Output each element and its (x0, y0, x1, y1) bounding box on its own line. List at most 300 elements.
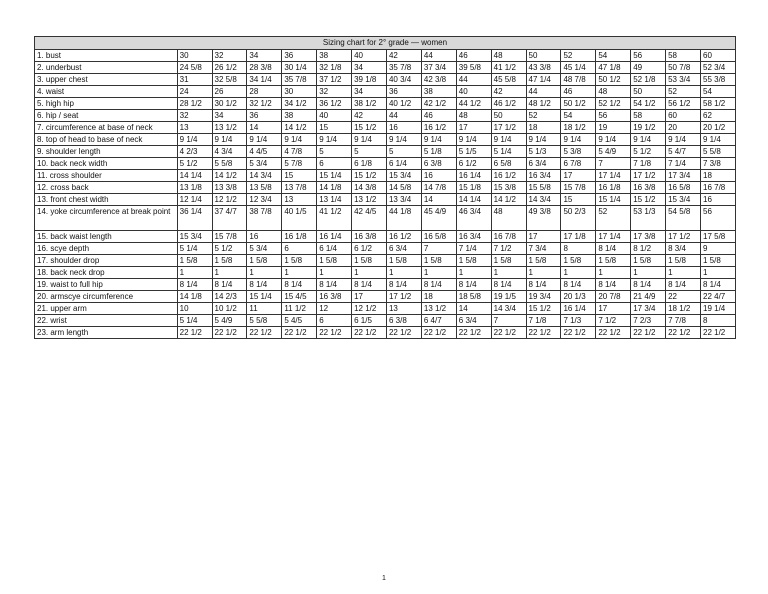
size-46-cell: 7 1/4 (456, 243, 491, 255)
size-46-cell: 22 1/2 (456, 327, 491, 339)
size-40-cell: 38 1/2 (352, 98, 387, 110)
size-36-cell: 15 (282, 170, 317, 182)
size-38-cell: 6 (317, 315, 352, 327)
measurement-label: 8. top of head to base of neck (35, 134, 178, 146)
size-40-cell: 6 1/5 (352, 315, 387, 327)
size-36-cell: 38 (282, 110, 317, 122)
size-60-cell: 8 (701, 315, 736, 327)
size-44-cell: 16 5/8 (421, 231, 456, 243)
size-36-cell: 30 1/4 (282, 62, 317, 74)
size-52-cell: 54 (561, 110, 596, 122)
size-42-cell: 42 (386, 50, 421, 62)
size-40-cell: 17 (352, 291, 387, 303)
size-56-cell: 58 (631, 110, 666, 122)
size-40-cell: 39 1/8 (352, 74, 387, 86)
size-30-cell: 15 3/4 (177, 231, 212, 243)
measurement-label: 15. back waist length (35, 231, 178, 243)
size-38-cell: 9 1/4 (317, 134, 352, 146)
size-44-cell: 16 1/2 (421, 122, 456, 134)
size-56-cell: 56 (631, 50, 666, 62)
size-44-cell: 8 1/4 (421, 279, 456, 291)
size-48-cell: 8 1/4 (491, 279, 526, 291)
size-44-cell: 22 1/2 (421, 327, 456, 339)
size-54-cell: 22 1/2 (596, 327, 631, 339)
size-32-cell: 8 1/4 (212, 279, 247, 291)
size-40-cell: 22 1/2 (352, 327, 387, 339)
size-36-cell: 9 1/4 (282, 134, 317, 146)
size-44-cell: 44 (421, 50, 456, 62)
size-60-cell: 20 1/2 (701, 122, 736, 134)
size-36-cell: 5 7/8 (282, 158, 317, 170)
size-54-cell: 17 1/4 (596, 231, 631, 243)
size-32-cell: 22 1/2 (212, 327, 247, 339)
measurement-label: 6. hip / seat (35, 110, 178, 122)
size-52-cell: 50 2/3 (561, 206, 596, 231)
size-42-cell: 35 7/8 (386, 62, 421, 74)
size-52-cell: 15 7/8 (561, 182, 596, 194)
size-56-cell: 17 3/4 (631, 303, 666, 315)
size-54-cell: 5 4/9 (596, 146, 631, 158)
size-32-cell: 30 1/2 (212, 98, 247, 110)
size-52-cell: 5 3/8 (561, 146, 596, 158)
size-38-cell: 37 1/2 (317, 74, 352, 86)
size-38-cell: 38 (317, 50, 352, 62)
size-48-cell: 42 (491, 86, 526, 98)
size-60-cell: 5 5/8 (701, 146, 736, 158)
measurement-label: 18. back neck drop (35, 267, 178, 279)
size-56-cell: 17 3/8 (631, 231, 666, 243)
size-38-cell: 1 5/8 (317, 255, 352, 267)
size-38-cell: 12 (317, 303, 352, 315)
size-56-cell: 7 2/3 (631, 315, 666, 327)
size-60-cell: 9 (701, 243, 736, 255)
size-30-cell: 22 1/2 (177, 327, 212, 339)
size-46-cell: 5 1/5 (456, 146, 491, 158)
size-50-cell: 16 3/4 (526, 170, 561, 182)
size-52-cell: 48 7/8 (561, 74, 596, 86)
table-row (35, 50, 736, 62)
size-60-cell: 9 1/4 (701, 134, 736, 146)
measurement-label: 19. waist to full hip (35, 279, 178, 291)
size-30-cell: 10 (177, 303, 212, 315)
measurement-label: 20. armscye circumference (35, 291, 178, 303)
size-50-cell: 1 (526, 267, 561, 279)
size-34-cell: 13 5/8 (247, 182, 282, 194)
size-48-cell: 15 3/8 (491, 182, 526, 194)
table-row (35, 315, 736, 327)
size-52-cell: 8 1/4 (561, 279, 596, 291)
size-48-cell: 6 5/8 (491, 158, 526, 170)
sizing-chart-table (34, 36, 736, 339)
size-34-cell: 5 5/8 (247, 315, 282, 327)
size-50-cell: 22 1/2 (526, 327, 561, 339)
size-36-cell: 13 (282, 194, 317, 206)
size-34-cell: 32 1/2 (247, 98, 282, 110)
size-60-cell: 62 (701, 110, 736, 122)
size-34-cell: 5 3/4 (247, 243, 282, 255)
size-30-cell: 32 (177, 110, 212, 122)
size-42-cell: 40 3/4 (386, 74, 421, 86)
size-54-cell: 52 1/2 (596, 98, 631, 110)
size-32-cell: 15 7/8 (212, 231, 247, 243)
size-36-cell: 13 7/8 (282, 182, 317, 194)
size-40-cell: 14 3/8 (352, 182, 387, 194)
size-54-cell: 15 1/4 (596, 194, 631, 206)
size-52-cell: 16 1/4 (561, 303, 596, 315)
size-42-cell: 5 (386, 146, 421, 158)
size-40-cell: 40 (352, 50, 387, 62)
size-56-cell: 54 1/2 (631, 98, 666, 110)
size-40-cell: 42 (352, 110, 387, 122)
size-48-cell: 16 1/2 (491, 170, 526, 182)
size-44-cell: 38 (421, 86, 456, 98)
size-44-cell: 45 4/9 (421, 206, 456, 231)
size-34-cell: 22 1/2 (247, 327, 282, 339)
size-44-cell: 14 7/8 (421, 182, 456, 194)
size-54-cell: 7 (596, 158, 631, 170)
size-46-cell: 39 5/8 (456, 62, 491, 74)
size-56-cell: 53 1/3 (631, 206, 666, 231)
size-42-cell: 16 (386, 122, 421, 134)
size-30-cell: 9 1/4 (177, 134, 212, 146)
size-38-cell: 8 1/4 (317, 279, 352, 291)
table-row (35, 206, 736, 231)
size-44-cell: 37 3/4 (421, 62, 456, 74)
measurement-label: 12. cross back (35, 182, 178, 194)
size-60-cell: 54 (701, 86, 736, 98)
size-48-cell: 45 5/8 (491, 74, 526, 86)
size-50-cell: 52 (526, 110, 561, 122)
size-46-cell: 14 1/4 (456, 194, 491, 206)
size-36-cell: 1 (282, 267, 317, 279)
size-30-cell: 30 (177, 50, 212, 62)
size-34-cell: 34 (247, 50, 282, 62)
size-60-cell: 22 4/7 (701, 291, 736, 303)
size-30-cell: 12 1/4 (177, 194, 212, 206)
size-52-cell: 9 1/4 (561, 134, 596, 146)
size-52-cell: 17 1/8 (561, 231, 596, 243)
size-40-cell: 16 3/8 (352, 231, 387, 243)
size-40-cell: 1 (352, 267, 387, 279)
size-46-cell: 17 (456, 122, 491, 134)
size-54-cell: 19 (596, 122, 631, 134)
size-34-cell: 38 7/8 (247, 206, 282, 231)
size-30-cell: 13 1/8 (177, 182, 212, 194)
size-56-cell: 52 1/8 (631, 74, 666, 86)
size-50-cell: 8 1/4 (526, 279, 561, 291)
size-34-cell: 34 1/4 (247, 74, 282, 86)
size-50-cell: 49 3/8 (526, 206, 561, 231)
size-32-cell: 13 3/8 (212, 182, 247, 194)
size-30-cell: 36 1/4 (177, 206, 212, 231)
table-row (35, 122, 736, 134)
measurement-label: 14. yoke circumference at break point (35, 206, 178, 231)
size-50-cell: 7 3/4 (526, 243, 561, 255)
size-60-cell: 60 (701, 50, 736, 62)
size-32-cell: 5 5/8 (212, 158, 247, 170)
size-50-cell: 18 (526, 122, 561, 134)
size-48-cell: 14 1/2 (491, 194, 526, 206)
size-56-cell: 22 1/2 (631, 327, 666, 339)
size-44-cell: 9 1/4 (421, 134, 456, 146)
size-32-cell: 10 1/2 (212, 303, 247, 315)
table-row (35, 170, 736, 182)
size-50-cell: 14 3/4 (526, 194, 561, 206)
size-42-cell: 13 (386, 303, 421, 315)
size-42-cell: 1 (386, 267, 421, 279)
size-50-cell: 9 1/4 (526, 134, 561, 146)
size-54-cell: 1 (596, 267, 631, 279)
size-54-cell: 8 1/4 (596, 279, 631, 291)
size-56-cell: 8 1/2 (631, 243, 666, 255)
table-row (35, 255, 736, 267)
size-32-cell: 9 1/4 (212, 134, 247, 146)
size-34-cell: 5 3/4 (247, 158, 282, 170)
size-48-cell: 9 1/4 (491, 134, 526, 146)
size-56-cell: 1 5/8 (631, 255, 666, 267)
size-42-cell: 44 1/8 (386, 206, 421, 231)
size-48-cell: 41 1/2 (491, 62, 526, 74)
size-48-cell: 1 (491, 267, 526, 279)
size-50-cell: 7 1/8 (526, 315, 561, 327)
size-58-cell: 7 7/8 (666, 315, 701, 327)
size-30-cell: 5 1/2 (177, 158, 212, 170)
size-38-cell: 32 1/8 (317, 62, 352, 74)
size-34-cell: 1 5/8 (247, 255, 282, 267)
size-50-cell: 17 (526, 231, 561, 243)
size-58-cell: 52 (666, 86, 701, 98)
size-46-cell: 16 3/4 (456, 231, 491, 243)
size-58-cell: 60 (666, 110, 701, 122)
size-58-cell: 20 (666, 122, 701, 134)
size-52-cell: 7 1/3 (561, 315, 596, 327)
size-52-cell: 46 (561, 86, 596, 98)
size-44-cell: 46 (421, 110, 456, 122)
size-46-cell: 1 5/8 (456, 255, 491, 267)
size-60-cell: 7 3/8 (701, 158, 736, 170)
size-46-cell: 1 (456, 267, 491, 279)
size-54-cell: 16 1/8 (596, 182, 631, 194)
size-34-cell: 14 3/4 (247, 170, 282, 182)
size-32-cell: 14 1/2 (212, 170, 247, 182)
size-54-cell: 20 7/8 (596, 291, 631, 303)
size-46-cell: 46 (456, 50, 491, 62)
table-title-row (35, 37, 736, 50)
size-42-cell: 1 5/8 (386, 255, 421, 267)
size-40-cell: 34 (352, 86, 387, 98)
size-40-cell: 15 1/2 (352, 170, 387, 182)
size-30-cell: 14 1/4 (177, 170, 212, 182)
size-30-cell: 1 (177, 267, 212, 279)
size-34-cell: 16 (247, 231, 282, 243)
size-48-cell: 14 3/4 (491, 303, 526, 315)
size-46-cell: 15 1/8 (456, 182, 491, 194)
size-56-cell: 21 4/9 (631, 291, 666, 303)
size-30-cell: 5 1/4 (177, 315, 212, 327)
size-34-cell: 12 3/4 (247, 194, 282, 206)
size-44-cell: 6 3/8 (421, 158, 456, 170)
size-60-cell: 1 5/8 (701, 255, 736, 267)
size-40-cell: 15 1/2 (352, 122, 387, 134)
measurement-label: 4. waist (35, 86, 178, 98)
size-60-cell: 16 (701, 194, 736, 206)
size-48-cell: 46 1/2 (491, 98, 526, 110)
size-54-cell: 56 (596, 110, 631, 122)
size-32-cell: 4 3/4 (212, 146, 247, 158)
size-34-cell: 1 (247, 267, 282, 279)
size-42-cell: 17 1/2 (386, 291, 421, 303)
size-30-cell: 31 (177, 74, 212, 86)
size-42-cell: 40 1/2 (386, 98, 421, 110)
size-54-cell: 48 (596, 86, 631, 98)
size-40-cell: 34 (352, 62, 387, 74)
size-52-cell: 52 (561, 50, 596, 62)
size-38-cell: 14 1/8 (317, 182, 352, 194)
measurement-label: 5. high hip (35, 98, 178, 110)
size-30-cell: 14 1/8 (177, 291, 212, 303)
size-30-cell: 1 5/8 (177, 255, 212, 267)
size-48-cell: 19 1/5 (491, 291, 526, 303)
size-40-cell: 42 4/5 (352, 206, 387, 231)
table-title: Sizing chart for 2° grade — women (35, 37, 736, 50)
size-42-cell: 6 1/4 (386, 158, 421, 170)
size-60-cell: 56 (701, 206, 736, 231)
table-row (35, 243, 736, 255)
size-32-cell: 13 1/2 (212, 122, 247, 134)
size-46-cell: 18 5/8 (456, 291, 491, 303)
size-30-cell: 24 5/8 (177, 62, 212, 74)
size-56-cell: 50 (631, 86, 666, 98)
size-50-cell: 44 (526, 86, 561, 98)
size-58-cell: 22 (666, 291, 701, 303)
size-52-cell: 6 7/8 (561, 158, 596, 170)
size-50-cell: 43 3/8 (526, 62, 561, 74)
size-34-cell: 8 1/4 (247, 279, 282, 291)
size-58-cell: 17 1/2 (666, 231, 701, 243)
size-36-cell: 30 (282, 86, 317, 98)
size-36-cell: 14 1/2 (282, 122, 317, 134)
size-58-cell: 22 1/2 (666, 327, 701, 339)
size-60-cell: 16 7/8 (701, 182, 736, 194)
size-42-cell: 9 1/4 (386, 134, 421, 146)
page-number: 1 (382, 575, 386, 582)
table-row (35, 303, 736, 315)
measurement-label: 1. bust (35, 50, 178, 62)
measurement-label: 9. shoulder length (35, 146, 178, 158)
size-48-cell: 48 (491, 206, 526, 231)
size-30-cell: 5 1/4 (177, 243, 212, 255)
size-54-cell: 1 5/8 (596, 255, 631, 267)
size-44-cell: 16 (421, 170, 456, 182)
size-38-cell: 6 (317, 158, 352, 170)
size-38-cell: 16 3/8 (317, 291, 352, 303)
size-46-cell: 14 (456, 303, 491, 315)
size-32-cell: 26 (212, 86, 247, 98)
size-38-cell: 15 (317, 122, 352, 134)
size-38-cell: 5 (317, 146, 352, 158)
size-44-cell: 18 (421, 291, 456, 303)
size-38-cell: 22 1/2 (317, 327, 352, 339)
size-34-cell: 9 1/4 (247, 134, 282, 146)
size-30-cell: 8 1/4 (177, 279, 212, 291)
size-48-cell: 48 (491, 50, 526, 62)
size-44-cell: 6 4/7 (421, 315, 456, 327)
size-36-cell: 4 7/8 (282, 146, 317, 158)
size-46-cell: 46 3/4 (456, 206, 491, 231)
size-56-cell: 16 3/8 (631, 182, 666, 194)
table-row (35, 291, 736, 303)
measurement-label: 11. cross shoulder (35, 170, 178, 182)
size-40-cell: 13 1/2 (352, 194, 387, 206)
table-row (35, 182, 736, 194)
size-44-cell: 42 3/8 (421, 74, 456, 86)
size-36-cell: 22 1/2 (282, 327, 317, 339)
size-52-cell: 18 1/2 (561, 122, 596, 134)
size-40-cell: 8 1/4 (352, 279, 387, 291)
size-32-cell: 34 (212, 110, 247, 122)
size-32-cell: 12 1/2 (212, 194, 247, 206)
measurement-label: 3. upper chest (35, 74, 178, 86)
size-54-cell: 9 1/4 (596, 134, 631, 146)
size-46-cell: 6 1/2 (456, 158, 491, 170)
size-54-cell: 54 (596, 50, 631, 62)
size-58-cell: 1 5/8 (666, 255, 701, 267)
size-38-cell: 16 1/4 (317, 231, 352, 243)
measurement-label: 17. shoulder drop (35, 255, 178, 267)
size-36-cell: 34 1/2 (282, 98, 317, 110)
size-38-cell: 15 1/4 (317, 170, 352, 182)
size-58-cell: 53 3/4 (666, 74, 701, 86)
table-row (35, 231, 736, 243)
size-36-cell: 16 1/8 (282, 231, 317, 243)
measurement-label: 21. upper arm (35, 303, 178, 315)
size-50-cell: 6 3/4 (526, 158, 561, 170)
size-34-cell: 15 1/4 (247, 291, 282, 303)
size-40-cell: 9 1/4 (352, 134, 387, 146)
size-60-cell: 8 1/4 (701, 279, 736, 291)
size-40-cell: 12 1/2 (352, 303, 387, 315)
size-52-cell: 1 (561, 267, 596, 279)
size-36-cell: 15 4/5 (282, 291, 317, 303)
size-38-cell: 41 1/2 (317, 206, 352, 231)
size-60-cell: 58 1/2 (701, 98, 736, 110)
size-44-cell: 13 1/2 (421, 303, 456, 315)
size-58-cell: 18 1/2 (666, 303, 701, 315)
size-58-cell: 1 (666, 267, 701, 279)
size-50-cell: 19 3/4 (526, 291, 561, 303)
size-44-cell: 1 5/8 (421, 255, 456, 267)
table-row (35, 74, 736, 86)
size-42-cell: 15 3/4 (386, 170, 421, 182)
size-58-cell: 9 1/4 (666, 134, 701, 146)
size-32-cell: 32 5/8 (212, 74, 247, 86)
size-58-cell: 5 4/7 (666, 146, 701, 158)
table-row (35, 279, 736, 291)
size-38-cell: 1 (317, 267, 352, 279)
measurement-label: 13. front chest width (35, 194, 178, 206)
size-36-cell: 40 1/5 (282, 206, 317, 231)
size-46-cell: 6 3/4 (456, 315, 491, 327)
size-54-cell: 7 1/2 (596, 315, 631, 327)
size-50-cell: 5 1/3 (526, 146, 561, 158)
size-36-cell: 35 7/8 (282, 74, 317, 86)
size-44-cell: 42 1/2 (421, 98, 456, 110)
size-52-cell: 20 1/3 (561, 291, 596, 303)
size-38-cell: 32 (317, 86, 352, 98)
size-32-cell: 32 (212, 50, 247, 62)
size-54-cell: 17 1/4 (596, 170, 631, 182)
measurement-label: 16. scye depth (35, 243, 178, 255)
